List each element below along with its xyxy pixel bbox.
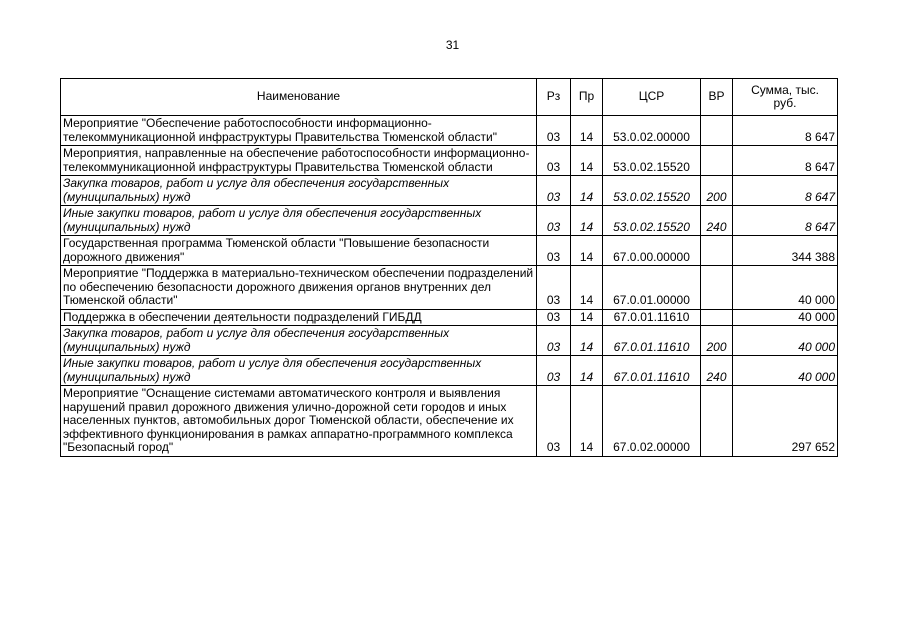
cell-rz: 03 <box>537 236 571 266</box>
cell-sum: 8 647 <box>733 176 838 206</box>
cell-pr: 14 <box>571 236 603 266</box>
cell-name: Мероприятия, направленные на обеспечение работоспособности информационно-телекоммуникационной инфраструктуры Правительства Тюменской области <box>61 146 537 176</box>
cell-vr: 240 <box>701 356 733 386</box>
cell-csr: 53.0.02.15520 <box>603 176 701 206</box>
cell-sum: 344 388 <box>733 236 838 266</box>
cell-name: Закупка товаров, работ и услуг для обеспечения государственных (муниципальных) нужд <box>61 176 537 206</box>
table-row <box>61 146 838 176</box>
table-row <box>61 206 838 236</box>
cell-rz: 03 <box>537 266 571 310</box>
cell-rz: 03 <box>537 146 571 176</box>
cell-csr: 67.0.02.00000 <box>603 386 701 457</box>
cell-rz: 03 <box>537 309 571 326</box>
cell-name: Мероприятие "Оснащение системами автоматического контроля и выявления нарушений правил дорожного движения улично-дорожной сети городов и иных населенных пунктов, автомобильных дорог Тюменской области, обеспечение их эффективного функционирования в рамках аппаратно-программного комплекса "Безопасный город" <box>61 386 537 457</box>
cell-vr: 240 <box>701 206 733 236</box>
cell-rz: 03 <box>537 356 571 386</box>
cell-name: Поддержка в обеспечении деятельности подразделений ГИБДД <box>61 309 537 326</box>
table-row <box>61 386 838 457</box>
cell-sum: 40 000 <box>733 266 838 310</box>
header-pr: Пр <box>571 79 603 116</box>
cell-rz: 03 <box>537 176 571 206</box>
header-csr: ЦСР <box>603 79 701 116</box>
cell-sum: 40 000 <box>733 309 838 326</box>
cell-csr: 53.0.02.15520 <box>603 206 701 236</box>
cell-csr: 67.0.01.11610 <box>603 309 701 326</box>
cell-rz: 03 <box>537 326 571 356</box>
table-row <box>61 309 838 326</box>
cell-rz: 03 <box>537 386 571 457</box>
cell-name: Государственная программа Тюменской области "Повышение безопасности дорожного движения" <box>61 236 537 266</box>
cell-sum: 8 647 <box>733 206 838 236</box>
cell-name: Иные закупки товаров, работ и услуг для обеспечения государственных (муниципальных) нужд <box>61 206 537 236</box>
header-name: Наименование <box>61 79 537 116</box>
budget-table <box>60 78 838 457</box>
cell-name: Мероприятие "Обеспечение работоспособности информационно-телекоммуникационной инфраструктуры Правительства Тюменской области" <box>61 116 537 146</box>
table-row <box>61 326 838 356</box>
table-row <box>61 116 838 146</box>
cell-pr: 14 <box>571 386 603 457</box>
table-row <box>61 236 838 266</box>
header-rz: Рз <box>537 79 571 116</box>
cell-pr: 14 <box>571 326 603 356</box>
cell-pr: 14 <box>571 309 603 326</box>
cell-sum: 8 647 <box>733 116 838 146</box>
cell-pr: 14 <box>571 206 603 236</box>
cell-vr: 200 <box>701 176 733 206</box>
table-row <box>61 266 838 310</box>
cell-sum: 8 647 <box>733 146 838 176</box>
cell-vr <box>701 266 733 310</box>
cell-sum: 40 000 <box>733 356 838 386</box>
cell-vr <box>701 116 733 146</box>
cell-name: Мероприятие "Поддержка в материально-техническом обеспечении подразделений по обеспечению безопасности дорожного движения органов внутренних дел Тюменской области" <box>61 266 537 310</box>
cell-name: Иные закупки товаров, работ и услуг для обеспечения государственных (муниципальных) нужд <box>61 356 537 386</box>
cell-vr: 200 <box>701 326 733 356</box>
table-row <box>61 176 838 206</box>
cell-sum: 40 000 <box>733 326 838 356</box>
cell-sum: 297 652 <box>733 386 838 457</box>
cell-vr <box>701 146 733 176</box>
cell-vr <box>701 386 733 457</box>
header-sum: Сумма, тыс. руб. <box>733 79 838 116</box>
cell-csr: 67.0.01.00000 <box>603 266 701 310</box>
cell-name: Закупка товаров, работ и услуг для обеспечения государственных (муниципальных) нужд <box>61 326 537 356</box>
cell-pr: 14 <box>571 176 603 206</box>
cell-csr: 67.0.01.11610 <box>603 356 701 386</box>
header-vr: ВР <box>701 79 733 116</box>
cell-csr: 53.0.02.00000 <box>603 116 701 146</box>
cell-vr <box>701 236 733 266</box>
cell-pr: 14 <box>571 356 603 386</box>
cell-csr: 67.0.01.11610 <box>603 326 701 356</box>
cell-csr: 53.0.02.15520 <box>603 146 701 176</box>
cell-rz: 03 <box>537 116 571 146</box>
cell-rz: 03 <box>537 206 571 236</box>
cell-vr <box>701 309 733 326</box>
cell-csr: 67.0.00.00000 <box>603 236 701 266</box>
cell-pr: 14 <box>571 146 603 176</box>
cell-pr: 14 <box>571 266 603 310</box>
cell-pr: 14 <box>571 116 603 146</box>
table-row <box>61 356 838 386</box>
table-header-row <box>61 79 838 116</box>
page-number: 31 <box>445 38 460 52</box>
